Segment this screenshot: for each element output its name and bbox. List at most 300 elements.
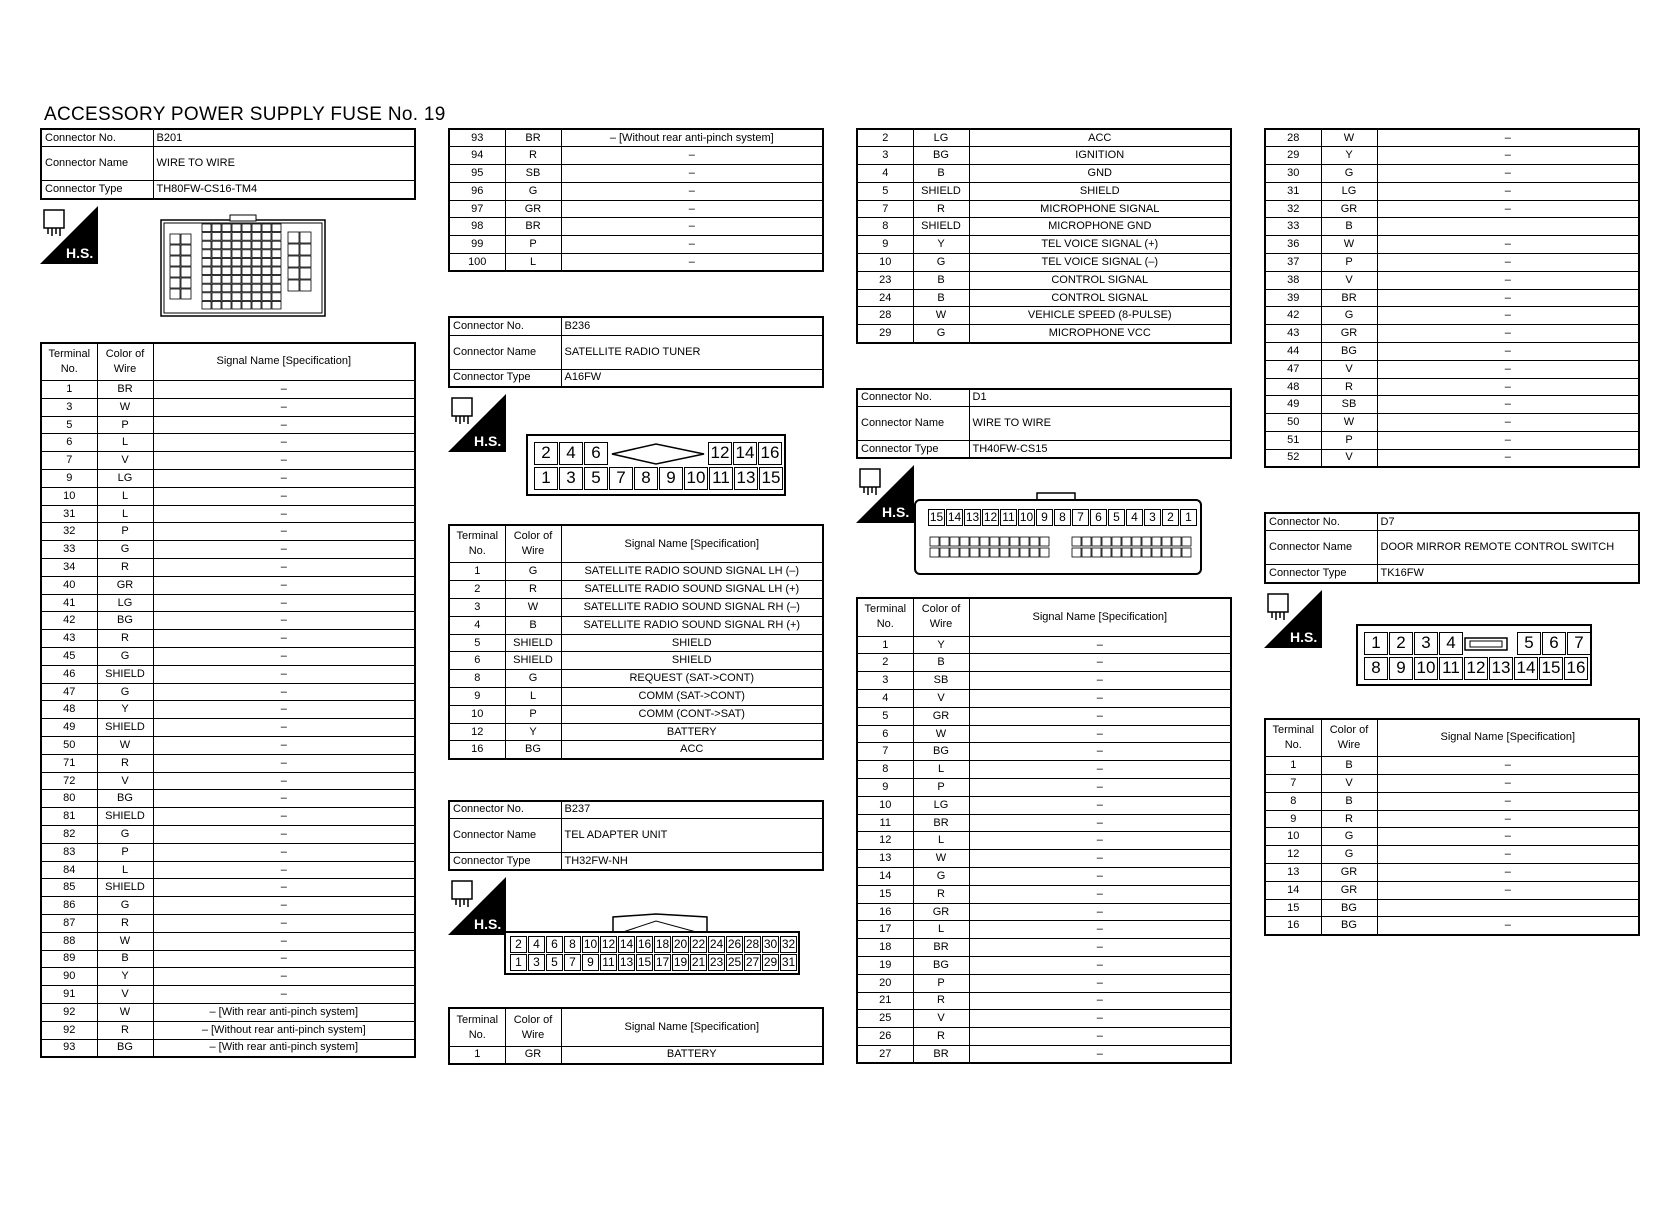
- b237-connector-name: TEL ADAPTER UNIT: [561, 819, 823, 853]
- terminal-no: 80: [41, 790, 97, 808]
- terminal-no: 71: [41, 754, 97, 772]
- signal-name: –: [153, 523, 415, 541]
- table-row: [41, 398, 415, 416]
- wire-color: BR: [505, 218, 561, 236]
- b236-connector-name: SATELLITE RADIO TUNER: [561, 335, 823, 369]
- terminal-no: 6: [41, 434, 97, 452]
- table-row: [1265, 200, 1639, 218]
- terminal-no: 31: [1265, 182, 1321, 200]
- b201-connector-diagram: [40, 200, 416, 342]
- connector-pin: 10: [1019, 510, 1034, 525]
- terminal-no: 96: [449, 182, 505, 200]
- terminal-no: 7: [41, 452, 97, 470]
- table-row: [449, 723, 823, 741]
- terminal-no: 16: [449, 741, 505, 759]
- b201-connector-type: TH80FW-CS16-TM4: [153, 181, 415, 199]
- terminal-no: 7: [857, 743, 913, 761]
- terminal-no: 3: [857, 147, 913, 165]
- signal-name: –: [969, 1010, 1231, 1028]
- b236-key-shape: [610, 442, 706, 466]
- table-row: [1265, 147, 1639, 165]
- table-row: [857, 868, 1231, 886]
- signal-name: –: [561, 182, 823, 200]
- signal-name: –: [969, 939, 1231, 957]
- table-row: [41, 932, 415, 950]
- terminal-no: 44: [1265, 343, 1321, 361]
- b237-terminal-table: [448, 1007, 824, 1065]
- terminal-no: 32: [41, 523, 97, 541]
- wire-color: Y: [97, 701, 153, 719]
- terminal-no: 88: [41, 932, 97, 950]
- table-row: [41, 719, 415, 737]
- table-row: [857, 974, 1231, 992]
- signal-name: –: [1377, 360, 1639, 378]
- table-row: [41, 416, 415, 434]
- terminal-no: 28: [857, 307, 913, 325]
- wire-color: BG: [505, 741, 561, 759]
- terminal-no: 92: [41, 1021, 97, 1039]
- wire-color: W: [505, 599, 561, 617]
- table-row: [1265, 414, 1639, 432]
- signal-name: –: [969, 974, 1231, 992]
- table-row: [857, 885, 1231, 903]
- wire-color: R: [97, 915, 153, 933]
- wire-color: W: [97, 1003, 153, 1021]
- connector-cavity: [1040, 537, 1049, 546]
- terminal-no: 10: [1265, 828, 1321, 846]
- connector-pin: 1: [534, 467, 558, 490]
- signal-name: BATTERY: [561, 1046, 823, 1064]
- table-row: [857, 707, 1231, 725]
- signal-name: –: [561, 218, 823, 236]
- signal-name: –: [1377, 828, 1639, 846]
- signal-name: –: [153, 381, 415, 399]
- terminal-no: 5: [857, 707, 913, 725]
- terminal-no: 19: [857, 957, 913, 975]
- signal-name: ACC: [969, 129, 1231, 147]
- wire-color: BR: [1321, 289, 1377, 307]
- terminal-no: 93: [41, 1039, 97, 1057]
- terminal-no: 49: [1265, 396, 1321, 414]
- terminal-no: 29: [1265, 147, 1321, 165]
- signal-name: SATELLITE RADIO SOUND SIGNAL RH (–): [561, 599, 823, 617]
- table-row: [1265, 378, 1639, 396]
- table-row: [449, 741, 823, 759]
- wire-color: V: [1321, 360, 1377, 378]
- signal-name: –: [153, 612, 415, 630]
- signal-name: –: [153, 505, 415, 523]
- table-row: [857, 672, 1231, 690]
- connector-pin: 6: [1542, 632, 1566, 655]
- signal-name: –: [1377, 775, 1639, 793]
- connector-pin: 16: [637, 937, 652, 952]
- terminal-no: 27: [857, 1045, 913, 1063]
- signal-name: –: [969, 690, 1231, 708]
- terminal-no: 5: [449, 634, 505, 652]
- signal-name: –: [153, 683, 415, 701]
- table-row: [857, 1045, 1231, 1063]
- terminal-no: 90: [41, 968, 97, 986]
- wire-color: L: [97, 487, 153, 505]
- wire-color: LG: [97, 470, 153, 488]
- connector-pin: 9: [582, 954, 599, 971]
- wire-color: R: [97, 754, 153, 772]
- terminal-no: 50: [41, 737, 97, 755]
- terminal-no: 4: [857, 165, 913, 183]
- table-row: [1265, 182, 1639, 200]
- harness-side-icon: [856, 465, 914, 523]
- wire-color: R: [97, 559, 153, 577]
- harness-side-icon: [1264, 590, 1322, 648]
- table-row: [857, 307, 1231, 325]
- harness-side-icon: [40, 206, 98, 264]
- terminal-no: 42: [41, 612, 97, 630]
- table-row: [41, 612, 415, 630]
- table-row: [41, 843, 415, 861]
- connector-pin: 17: [655, 955, 670, 970]
- signal-name: –: [153, 541, 415, 559]
- table-row: [1265, 810, 1639, 828]
- signal-name: –: [153, 434, 415, 452]
- terminal-no: 21: [857, 992, 913, 1010]
- wire-color: GR: [913, 903, 969, 921]
- table-row: [41, 452, 415, 470]
- label-connector-no: Connector No.: [857, 389, 969, 407]
- connector-pin: 6: [584, 442, 608, 465]
- signal-name: –: [153, 915, 415, 933]
- wire-color: SB: [913, 672, 969, 690]
- connector-cavity: [980, 537, 989, 546]
- wire-color: BG: [1321, 343, 1377, 361]
- label-connector-no: Connector No.: [449, 801, 561, 819]
- d7-key-shape: [1464, 636, 1508, 652]
- b237-info-table: [448, 800, 824, 872]
- terminal-no: 39: [1265, 289, 1321, 307]
- hs-label: H.S.: [66, 244, 94, 261]
- connector-pin: 15: [637, 955, 652, 970]
- connector-pin: 12: [983, 510, 998, 525]
- connector-cavity: [1010, 537, 1019, 546]
- wire-color: V: [97, 452, 153, 470]
- table-row: [41, 594, 415, 612]
- terminal-no: 18: [857, 939, 913, 957]
- b236-info-table: [448, 316, 824, 388]
- connector-pin: 23: [709, 955, 724, 970]
- signal-name: GND: [969, 165, 1231, 183]
- table-row: [857, 129, 1231, 147]
- wire-color: SHIELD: [505, 634, 561, 652]
- terminal-no: 1: [857, 636, 913, 654]
- signal-name: –: [969, 957, 1231, 975]
- signal-name: –: [1377, 129, 1639, 147]
- wire-color: B: [913, 289, 969, 307]
- signal-name: CONTROL SIGNAL: [969, 271, 1231, 289]
- connector-pin: 6: [546, 936, 563, 953]
- table-row: [1265, 271, 1639, 289]
- connector-pin: 27: [745, 955, 760, 970]
- signal-name: [1377, 899, 1639, 917]
- signal-name: [1377, 218, 1639, 236]
- connector-cavity: [960, 537, 969, 546]
- wire-color: G: [505, 670, 561, 688]
- signal-name: MICROPHONE VCC: [969, 325, 1231, 343]
- table-row: [1265, 289, 1639, 307]
- table-row: [857, 289, 1231, 307]
- connector-pin: 29: [763, 955, 778, 970]
- table-row: [1265, 864, 1639, 882]
- connector-pin: 8: [634, 467, 658, 490]
- signal-name: –: [969, 779, 1231, 797]
- terminal-no: 17: [857, 921, 913, 939]
- wire-color: R: [913, 885, 969, 903]
- connector-cavity: [1020, 537, 1029, 546]
- connector-pin: 21: [691, 955, 706, 970]
- wire-color: G: [1321, 165, 1377, 183]
- table-row: [1265, 218, 1639, 236]
- wire-color: LG: [913, 796, 969, 814]
- wire-color: W: [1321, 414, 1377, 432]
- table-row: [41, 683, 415, 701]
- wire-color: BR: [505, 129, 561, 147]
- table-row: [41, 648, 415, 666]
- wire-color: L: [97, 861, 153, 879]
- table-row: [449, 581, 823, 599]
- wire-color: SHIELD: [97, 808, 153, 826]
- connector-pin: 16: [758, 442, 782, 465]
- terminal-no: 14: [1265, 881, 1321, 899]
- connector-cavity: [1142, 548, 1151, 557]
- signal-name: –: [969, 992, 1231, 1010]
- wire-color: GR: [913, 707, 969, 725]
- connector-cavity: [1162, 537, 1171, 546]
- connector-pin: 5: [584, 467, 608, 490]
- connector-cavity: [940, 537, 949, 546]
- signal-name: –: [153, 487, 415, 505]
- wire-color: R: [913, 200, 969, 218]
- signal-name: –: [1377, 792, 1639, 810]
- connector-pin: 10: [583, 937, 598, 952]
- table-row: [1265, 899, 1639, 917]
- connector-pin: 14: [947, 510, 962, 525]
- connector-pin: 14: [1514, 657, 1538, 680]
- wire-color: Y: [505, 723, 561, 741]
- table-row: [857, 814, 1231, 832]
- connector-pin: 14: [733, 442, 757, 465]
- terminal-no: 13: [857, 850, 913, 868]
- connector-pin: 7: [1567, 632, 1591, 655]
- terminal-no: 12: [857, 832, 913, 850]
- signal-name: –: [153, 719, 415, 737]
- label-connector-type: Connector Type: [857, 440, 969, 458]
- d1-connector-diagram: [856, 459, 1232, 597]
- terminal-no: 47: [1265, 360, 1321, 378]
- wire-color: G: [1321, 828, 1377, 846]
- connector-pin: 1: [1364, 632, 1388, 655]
- table-row: [1265, 129, 1639, 147]
- connector-pin: 30: [763, 937, 778, 952]
- connector-pin: 18: [655, 937, 670, 952]
- terminal-no: 25: [857, 1010, 913, 1028]
- wire-color: R: [1321, 378, 1377, 396]
- wire-color: V: [97, 986, 153, 1004]
- connector-pin: 26: [727, 937, 742, 952]
- terminal-no: 89: [41, 950, 97, 968]
- wire-color: SHIELD: [913, 182, 969, 200]
- wire-color: BR: [913, 1045, 969, 1063]
- b201-connector-face: [160, 214, 326, 318]
- terminal-no: 48: [41, 701, 97, 719]
- table-row: [857, 903, 1231, 921]
- hs-label: H.S.: [474, 916, 502, 933]
- table-row: [857, 957, 1231, 975]
- table-row: [857, 254, 1231, 272]
- signal-name: –: [969, 814, 1231, 832]
- d1-connector-type: TH40FW-CS15: [969, 440, 1231, 458]
- table-row: [1265, 881, 1639, 899]
- table-row: [1265, 757, 1639, 775]
- table-row: [857, 200, 1231, 218]
- wire-color: G: [505, 563, 561, 581]
- wire-color: W: [97, 737, 153, 755]
- terminal-no: 6: [857, 725, 913, 743]
- terminal-no: 36: [1265, 236, 1321, 254]
- connector-pin: 9: [659, 467, 683, 490]
- connector-pin: 12: [1464, 657, 1488, 680]
- wire-color: BG: [1321, 917, 1377, 935]
- terminal-no: 8: [1265, 792, 1321, 810]
- column-3: [856, 128, 1232, 1064]
- label-connector-type: Connector Type: [1265, 565, 1377, 583]
- table-row: [41, 861, 415, 879]
- terminal-no: 34: [41, 559, 97, 577]
- table-row: [41, 808, 415, 826]
- connector-pin: 2: [534, 442, 558, 465]
- connector-pin: 3: [559, 467, 583, 490]
- connector-pin: 2: [1162, 509, 1179, 526]
- signal-name: –: [153, 897, 415, 915]
- connector-cavity: [1172, 548, 1181, 557]
- page-title: ACCESSORY POWER SUPPLY FUSE No. 19: [44, 104, 446, 125]
- wire-color: G: [913, 325, 969, 343]
- column-2: [448, 128, 824, 1065]
- table-row: [449, 599, 823, 617]
- connector-pin: 1: [1180, 509, 1197, 526]
- connector-pin: 1: [510, 954, 527, 971]
- terminal-no: 15: [1265, 899, 1321, 917]
- connector-cavity: [1040, 548, 1049, 557]
- terminal-no: 10: [449, 705, 505, 723]
- terminal-no: 30: [1265, 165, 1321, 183]
- signal-name: TEL VOICE SIGNAL (+): [969, 236, 1231, 254]
- label-connector-name: Connector Name: [41, 147, 153, 181]
- table-row: [41, 487, 415, 505]
- connector-cavity: [1092, 548, 1101, 557]
- signal-name: –: [969, 672, 1231, 690]
- connector-cavity: [1172, 537, 1181, 546]
- wire-color: BR: [913, 939, 969, 957]
- d7-terminal-table: [1264, 718, 1640, 936]
- signal-name: –: [153, 559, 415, 577]
- terminal-no: 38: [1265, 271, 1321, 289]
- table-row: [1265, 917, 1639, 935]
- terminal-no: 23: [857, 271, 913, 289]
- terminal-no: 40: [41, 576, 97, 594]
- signal-name: COMM (SAT->CONT): [561, 688, 823, 706]
- connector-pin: 11: [1439, 657, 1463, 680]
- connector-pin: 16: [1564, 657, 1588, 680]
- terminal-no: 3: [449, 599, 505, 617]
- wire-color: GR: [1321, 325, 1377, 343]
- table-row: [857, 921, 1231, 939]
- connector-cavity: [1182, 548, 1191, 557]
- d1-info-table: [856, 388, 1232, 460]
- connector-cavity: [960, 548, 969, 557]
- signal-name: –: [1377, 449, 1639, 467]
- table-row: [1265, 307, 1639, 325]
- wire-color: BR: [913, 814, 969, 832]
- connector-pin: 7: [564, 954, 581, 971]
- connector-pin: 10: [1414, 657, 1438, 680]
- wire-color: GR: [1321, 864, 1377, 882]
- b236-connector-diagram: [448, 388, 824, 524]
- wire-color: SB: [505, 165, 561, 183]
- terminal-no: 47: [41, 683, 97, 701]
- terminal-no: 2: [857, 129, 913, 147]
- wire-color: BG: [913, 957, 969, 975]
- connector-cavity: [1072, 537, 1081, 546]
- wire-color: L: [505, 254, 561, 272]
- table-row: [857, 796, 1231, 814]
- terminal-no: 9: [857, 779, 913, 797]
- signal-name: –: [1377, 396, 1639, 414]
- connector-pin: 3: [528, 954, 545, 971]
- terminal-no: 8: [449, 670, 505, 688]
- signal-name: – [Without rear anti-pinch system]: [153, 1021, 415, 1039]
- connector-pin: 8: [1054, 509, 1071, 526]
- connector-pin: 20: [673, 937, 688, 952]
- b201-info-table: [40, 128, 416, 200]
- connector-pin: 13: [1489, 657, 1513, 680]
- connector-cavity: [1112, 548, 1121, 557]
- wire-color: L: [97, 505, 153, 523]
- terminal-no: 1: [449, 563, 505, 581]
- signal-name: –: [969, 868, 1231, 886]
- wire-color: R: [505, 581, 561, 599]
- terminal-no: 7: [857, 200, 913, 218]
- wire-color: P: [505, 236, 561, 254]
- table-row: [41, 737, 415, 755]
- table-row: [857, 236, 1231, 254]
- label-connector-type: Connector Type: [41, 181, 153, 199]
- terminal-no: 94: [449, 147, 505, 165]
- wire-color: P: [913, 974, 969, 992]
- terminal-no: 49: [41, 719, 97, 737]
- connector-cavity: [1122, 537, 1131, 546]
- signal-name: –: [153, 843, 415, 861]
- signal-name: –: [1377, 182, 1639, 200]
- wire-color: G: [97, 683, 153, 701]
- connector-pin: 7: [1072, 509, 1089, 526]
- wire-color: V: [913, 1010, 969, 1028]
- b236-connector-face: [526, 434, 786, 496]
- signal-name: SATELLITE RADIO SOUND SIGNAL LH (–): [561, 563, 823, 581]
- table-row: [857, 1010, 1231, 1028]
- signal-name: –: [969, 832, 1231, 850]
- wire-color: P: [97, 416, 153, 434]
- wire-color: SB: [1321, 396, 1377, 414]
- signal-name: –: [969, 654, 1231, 672]
- table-row: [1265, 449, 1639, 467]
